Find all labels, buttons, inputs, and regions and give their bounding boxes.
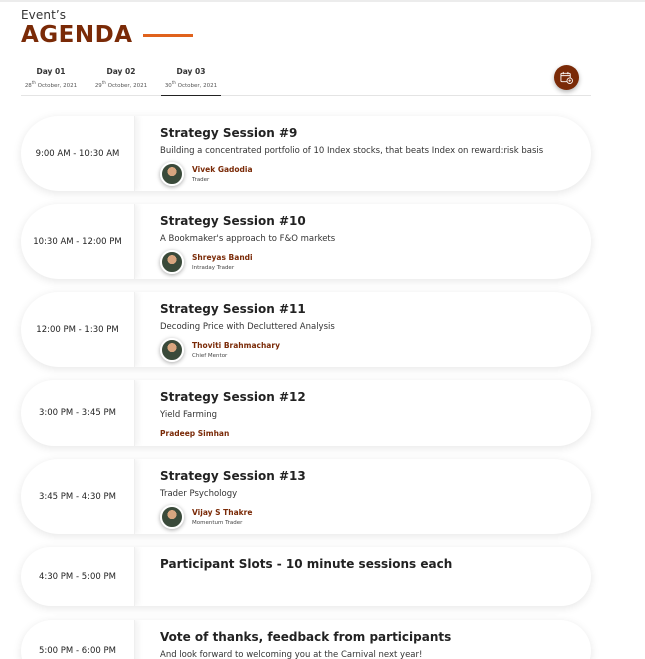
tab-day-01[interactable]: [21, 66, 81, 95]
calendar-add-icon: [560, 71, 573, 84]
session-description: Yield Farming: [160, 410, 218, 420]
speaker-text: [192, 508, 252, 526]
avatar: [160, 250, 184, 274]
tab-date-rest: October, 2021: [35, 82, 78, 89]
tab-date-sup: th: [101, 80, 106, 85]
session-time: 12:00 PM - 1:30 PM: [21, 292, 135, 367]
tab-date: [21, 80, 81, 89]
avatar: [160, 162, 184, 186]
session-time: 4:30 PM - 5:00 PM: [21, 547, 135, 606]
session-title: Participant Slots - 10 minute sessions each: [160, 557, 453, 571]
tab-date-num: 28: [24, 82, 32, 89]
session-card: [21, 459, 591, 534]
tab-day-label: Day 01: [36, 67, 66, 76]
tab-date-num: 30: [164, 82, 172, 89]
avatar: [160, 505, 184, 529]
speaker: [160, 338, 591, 362]
session-card: [21, 292, 591, 367]
session-time: 3:00 PM - 3:45 PM: [21, 380, 135, 446]
tab-date-rest: October, 2021: [105, 82, 148, 89]
tab-date-num: 29: [94, 82, 102, 89]
title-row: [21, 22, 193, 48]
session-title: Strategy Session #13: [160, 469, 306, 483]
session-info: [135, 547, 591, 606]
session-info: [135, 380, 591, 446]
session-title: Strategy Session #10: [160, 214, 306, 228]
tab-date: [161, 80, 221, 89]
session-title: Strategy Session #11: [160, 302, 306, 316]
session-time: 3:45 PM - 4:30 PM: [21, 459, 135, 534]
eyebrow-label: Event’s: [21, 8, 67, 22]
session-card: [21, 204, 591, 279]
speaker: [160, 250, 591, 274]
speaker-role: Trader: [192, 177, 210, 183]
tab-date-sup: th: [171, 80, 176, 85]
session-info: [135, 620, 591, 659]
session-card: [21, 380, 591, 446]
session-card: [21, 620, 591, 659]
speaker: [160, 162, 591, 186]
session-title: Strategy Session #9: [160, 126, 298, 140]
session-time: 10:30 AM - 12:00 PM: [21, 204, 135, 279]
tab-day-label: Day 02: [106, 67, 136, 76]
add-to-calendar-button[interactable]: [554, 65, 579, 90]
session-time: 9:00 AM - 10:30 AM: [21, 116, 135, 191]
speaker: [160, 505, 591, 529]
session-info: [135, 204, 591, 279]
day-tabs: [21, 66, 591, 96]
speaker-role: Intraday Trader: [192, 265, 235, 271]
session-info: [135, 459, 591, 534]
page-title: AGENDA: [21, 22, 133, 48]
session-description: Decoding Price with Decluttered Analysis: [160, 322, 335, 332]
speaker-role: Chief Mentor: [192, 353, 228, 359]
title-accent-line: [143, 34, 193, 37]
speaker-name: Shreyas Bandi: [192, 253, 253, 262]
session-description: And look forward to welcoming you at the Carnival next year!: [160, 650, 423, 659]
tab-day-label: Day 03: [176, 67, 206, 76]
speaker-text: [192, 253, 253, 271]
speaker-name: Thoviti Brahmachary: [192, 341, 280, 350]
avatar: [160, 338, 184, 362]
tab-day-02[interactable]: [91, 66, 151, 95]
session-description: Building a concentrated portfolio of 10 Index stocks, that beats Index on reward:risk basis: [160, 146, 544, 156]
session-card: [21, 547, 591, 606]
session-info: [135, 116, 591, 191]
speaker-text: [192, 341, 280, 359]
session-title: Strategy Session #12: [160, 390, 306, 404]
tab-day-03[interactable]: [161, 66, 221, 96]
tab-date-rest: October, 2021: [175, 82, 218, 89]
session-description: Trader Psychology: [160, 489, 238, 499]
session-title: Vote of thanks, feedback from participants: [160, 630, 452, 644]
speaker-role: Momentum Trader: [192, 520, 243, 526]
tab-date: [91, 80, 151, 89]
tab-date-sup: th: [31, 80, 36, 85]
speaker-name: Pradeep Simhan: [160, 429, 230, 438]
speaker-text: [192, 165, 253, 183]
session-info: [135, 292, 591, 367]
speaker-name: Vijay S Thakre: [192, 508, 253, 517]
agenda-header: [21, 8, 193, 48]
speaker-name: Vivek Gadodia: [192, 165, 253, 174]
session-card: [21, 116, 591, 191]
session-description: A Bookmaker's approach to F&O markets: [160, 234, 336, 244]
top-rule: [0, 0, 645, 2]
session-time: 5:00 PM - 6:00 PM: [21, 620, 135, 659]
